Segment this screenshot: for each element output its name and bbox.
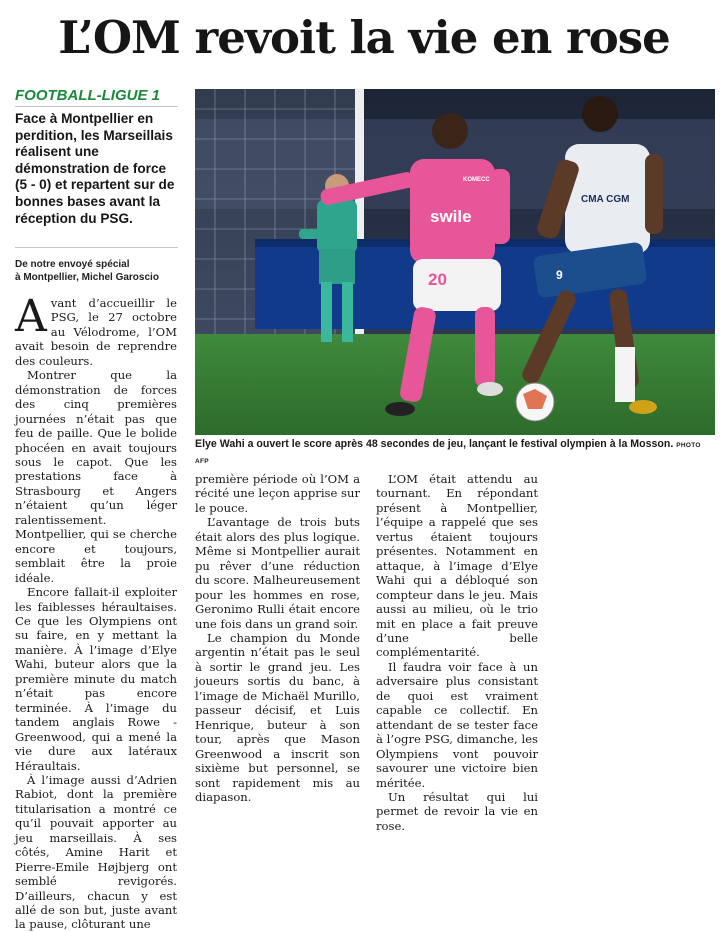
col2-paragraph-3: Le champion du Monde argentin n’était pas le seul à sortir le grand jeu. Les joueurs sortis du banc, à l’image de Michaël Murillo, passeur décisif, et Luis Henrique, buteur à son tour, après que Mason Greenwood a inscrit son sixième but personnel, se sont rapidement mis au diapason. bbox=[195, 630, 360, 804]
photo-shirt-number: 20 bbox=[428, 270, 447, 289]
col2-paragraph-1: première période où l’OM a récité une leçon apprise sur le pouce. bbox=[195, 472, 360, 515]
match-photo bbox=[195, 89, 715, 435]
byline-line2: à Montpellier, Michel Garoscio bbox=[15, 272, 159, 283]
col1-paragraph-3: Encore fallait-il exploiter les faiblesses héraultaises. Ce que les Olympiens ont su faire, en y mettant la manière. À l’image d’Elye Wahi, buteur alors que la première minute du match n’était pas encore terminée. À l’image du tandem anglais Rowe - Greenwood, qui a mené la vie dure aux latéraux Héraultais. bbox=[15, 585, 177, 773]
article-column-3 bbox=[376, 472, 538, 833]
photo-shirt-brand: KOMECC bbox=[463, 177, 490, 183]
lede-divider bbox=[15, 247, 178, 248]
photo-opponent-number: 9 bbox=[556, 268, 563, 282]
byline-line1: De notre envoyé spécial bbox=[15, 259, 130, 270]
col3-paragraph-3: Un résultat qui lui permet de revoir la vie en rose. bbox=[376, 789, 538, 833]
photo-caption bbox=[195, 437, 715, 469]
photo-credit: PHOTO AFP bbox=[195, 442, 701, 465]
dropcap: A bbox=[15, 291, 47, 342]
match-photo-illustration bbox=[195, 89, 715, 435]
col3-paragraph-1: L’OM était attendu au tournant. En répondant présent à Montpellier, l’équipe a rappelé que ses vertus étaient toujours présentes. Notamment en attaque, à l’image d’Elye Wahi qui a débloqué son compteur dans le jeu. Mais aussi au milieu, où le trio mit en place a fait preuve d’une belle complémentarité. bbox=[376, 472, 538, 660]
rubric: FOOTBALL-LIGUE 1 bbox=[15, 87, 178, 107]
col1-paragraph-2: Montrer que la démonstration de forces des cinq premières journées n’était pas que feu de paille. Que le bolide phocéen en avait toujours sous le capot. Que les prestations face à Strasbourg et Angers n’étaient qu’un léger ralentissement. Montpellier, qui se cherche encore et toujours, semblait être la proie idéale. bbox=[15, 368, 177, 585]
col2-paragraph-2: L’avantage de trois buts était alors des plus logique. Même si Montpellier aurait pu rêver d’une réduction du score. Malheureusement pour les hommes en rose, Geronimo Rulli était encore une fois dans un grand soir. bbox=[195, 515, 360, 631]
article-column-2 bbox=[195, 472, 360, 804]
headline: L’OM revoit la vie en rose bbox=[58, 11, 670, 64]
article-column-1 bbox=[15, 291, 177, 932]
lede: Face à Montpellier en perdition, les Marseillais réalisent une démonstration de force (5 - 0) et repartent sur de bonnes bases avant la réception du PSG. bbox=[15, 111, 175, 226]
col1-paragraph-1: vant d’accueillir le PSG, le 27 octobre au Vélodrome, l’OM avait besoin de reprendre des couleurs. bbox=[15, 296, 177, 368]
col3-paragraph-2: Il faudra voir face à un adversaire plus consistant de quoi est vraiment capable ce collectif. En attendant de se tester face à l’ogre PSG, dimanche, les Olympiens vont pouvoir savourer une victoire bien méritée. bbox=[376, 659, 538, 790]
photo-opponent-sponsor: CMA CGM bbox=[581, 194, 630, 205]
byline bbox=[15, 258, 185, 284]
photo-sponsor: swile bbox=[430, 207, 472, 226]
caption-text: Elye Wahi a ouvert le score après 48 secondes de jeu, lançant le festival olympien à la Mosson. bbox=[195, 438, 674, 450]
col1-paragraph-4: À l’image aussi d’Adrien Rabiot, dont la première titularisation a montré ce qu’il pouvait apporter au jeu marseillais. À ses côtés, Amine Harit et Pierre-Emile Højbjerg ont semblé revigorés. D’ailleurs, chacun y est allé de son but, juste avant la pause, clôturant une bbox=[15, 772, 177, 932]
